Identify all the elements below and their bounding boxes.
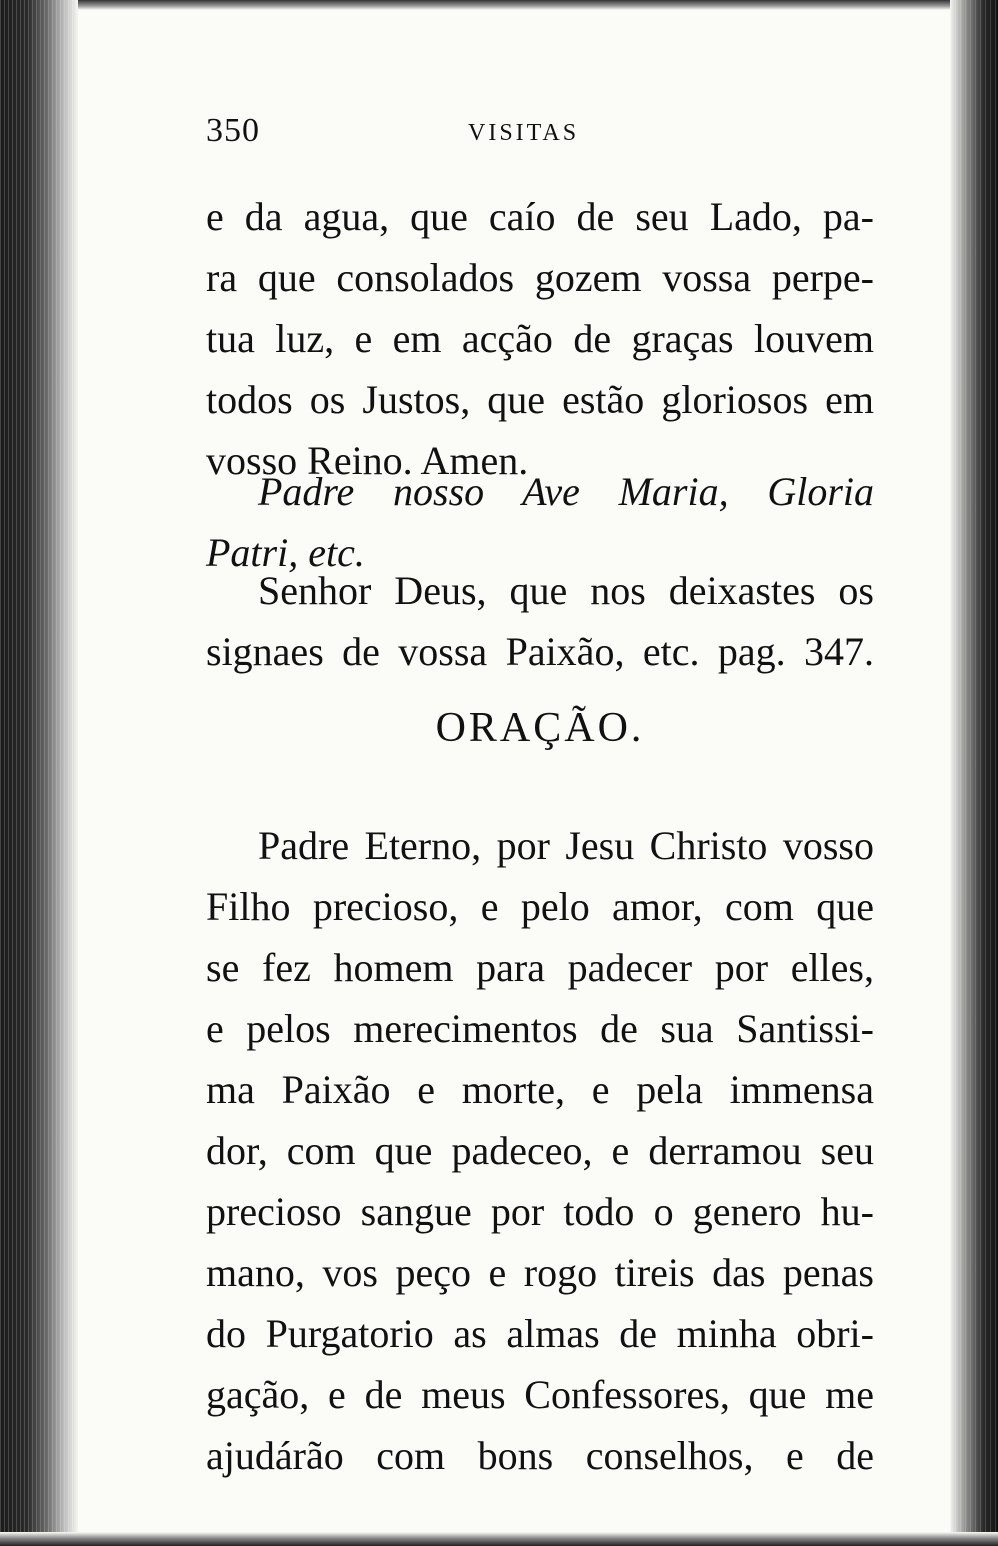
text-line: tua luz, e em acção de graças louvem xyxy=(206,316,874,361)
text-line: dor, com que padeceo, e derramou seu xyxy=(206,1128,874,1173)
page-header xyxy=(206,112,866,152)
text-line: gação, e de meus Confessores, que me xyxy=(206,1372,874,1417)
book-edge-right xyxy=(950,0,998,1546)
page-bottom-edge xyxy=(0,1532,998,1546)
text-line: ra que consolados gozem vossa perpe- xyxy=(206,255,874,300)
rubric-line: Padre nosso Ave Maria, Gloria xyxy=(258,469,874,514)
text-line: e da agua, que caío de seu Lado, pa- xyxy=(206,194,874,239)
text-line: ajudárão com bons conselhos, e de xyxy=(206,1433,874,1478)
page-top-edge xyxy=(0,0,998,10)
paragraph-2 xyxy=(206,560,874,682)
text-line: ma Paixão e morte, e pela immensa xyxy=(206,1067,874,1112)
text-line: Padre Eterno, por Jesu Christo vosso xyxy=(258,823,874,868)
rubric-line: Patri, etc. xyxy=(206,530,365,575)
running-head: VISITAS xyxy=(468,120,580,146)
text-line: vosso Reino. Amen. xyxy=(206,438,529,483)
paragraph-3 xyxy=(206,815,874,1486)
text-line: Senhor Deus, que nos deixastes os xyxy=(258,568,874,613)
text-line: se fez homem para padecer por elles, xyxy=(206,945,874,990)
text-line: Filho precioso, e pelo amor, com que xyxy=(206,884,874,929)
text-line: mano, vos peço e rogo tireis das penas xyxy=(206,1250,874,1295)
text-line: precioso sangue por todo o genero hu- xyxy=(206,1189,874,1234)
section-heading: ORAÇÃO. xyxy=(435,705,645,751)
book-gutter-left xyxy=(0,0,78,1546)
text-line: e pelos merecimentos de sua Santissi- xyxy=(206,1006,874,1051)
text-line: todos os Justos, que estão gloriosos em xyxy=(206,377,874,422)
page-number: 350 xyxy=(206,112,260,149)
paragraph-1 xyxy=(206,186,874,491)
text-line: do Purgatorio as almas de minha obri- xyxy=(206,1311,874,1356)
text-line: signaes de vossa Paixão, etc. pag. 347. xyxy=(206,629,874,674)
